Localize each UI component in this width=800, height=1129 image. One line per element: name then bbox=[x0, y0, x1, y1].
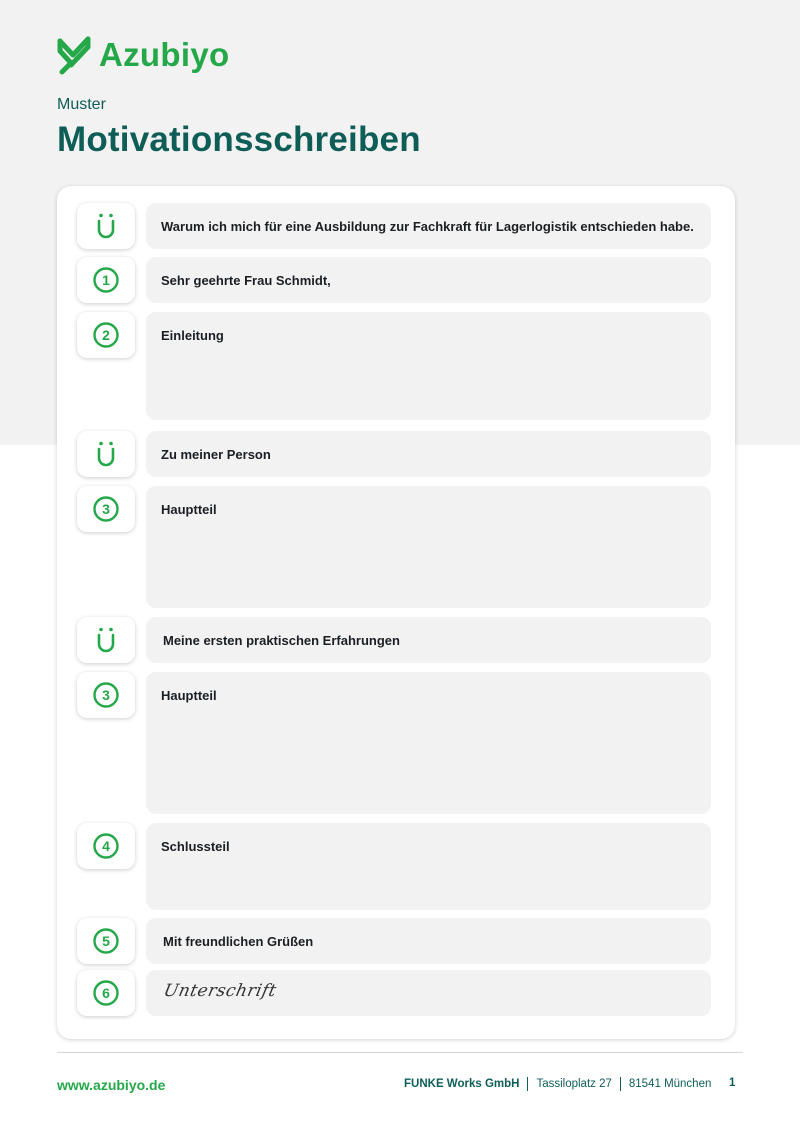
page-number: 1 bbox=[729, 1077, 736, 1089]
number-2-icon bbox=[77, 312, 135, 358]
u-umlaut-icon bbox=[77, 617, 135, 663]
svg-text:1: 1 bbox=[102, 272, 110, 288]
footer-website-link[interactable]: www.azubiyo.de bbox=[57, 1077, 166, 1093]
about-me-field[interactable]: Zu meiner Person bbox=[146, 431, 711, 477]
footer-city: 81541 München bbox=[628, 1078, 712, 1090]
number-6-icon bbox=[77, 970, 135, 1016]
svg-text:4: 4 bbox=[102, 838, 110, 854]
azubiyo-logo bbox=[57, 35, 229, 75]
svg-text:6: 6 bbox=[102, 985, 110, 1001]
u-umlaut-icon bbox=[77, 203, 135, 249]
main-part-field[interactable]: Hauptteil bbox=[146, 486, 711, 608]
main-part-field[interactable]: Hauptteil bbox=[146, 672, 711, 814]
introduction-field[interactable]: Einleitung bbox=[146, 312, 711, 420]
azubiyo-logo-icon bbox=[57, 35, 91, 75]
letter-template-card bbox=[57, 186, 735, 1039]
closing-field[interactable]: Schlussteil bbox=[146, 823, 711, 910]
svg-text:5: 5 bbox=[102, 933, 110, 949]
footer-company: FUNKE Works GmbH bbox=[404, 1078, 520, 1090]
footer-street: Tassiloplatz 27 bbox=[536, 1078, 612, 1090]
reason-field[interactable]: Warum ich mich für eine Ausbildung zur Fachkraft für Lagerlogistik entschieden habe. bbox=[146, 203, 711, 249]
salutation-field[interactable]: Sehr geehrte Frau Schmidt, bbox=[146, 257, 711, 303]
signature: Unterschrift bbox=[161, 981, 279, 1001]
footer-separator bbox=[620, 1077, 621, 1091]
u-umlaut-icon bbox=[77, 431, 135, 477]
number-1-icon bbox=[77, 257, 135, 303]
number-5-icon bbox=[77, 918, 135, 964]
signature-field[interactable] bbox=[146, 970, 711, 1016]
svg-text:3: 3 bbox=[102, 687, 110, 703]
number-3-icon bbox=[77, 672, 135, 718]
svg-text:3: 3 bbox=[102, 501, 110, 517]
number-3-icon bbox=[77, 486, 135, 532]
experience-field[interactable]: Meine ersten praktischen Erfahrungen bbox=[146, 617, 711, 663]
footer-company-info bbox=[404, 1077, 711, 1091]
footer-separator bbox=[527, 1077, 528, 1091]
brand-name: Azubiyo bbox=[99, 36, 230, 73]
footer-divider bbox=[57, 1052, 743, 1053]
page-title: Motivationsschreiben bbox=[57, 120, 421, 159]
regards-field[interactable]: Mit freundlichen Grüßen bbox=[146, 918, 711, 964]
svg-text:2: 2 bbox=[102, 327, 110, 343]
document-subtitle: Muster bbox=[57, 96, 106, 113]
number-4-icon bbox=[77, 823, 135, 869]
